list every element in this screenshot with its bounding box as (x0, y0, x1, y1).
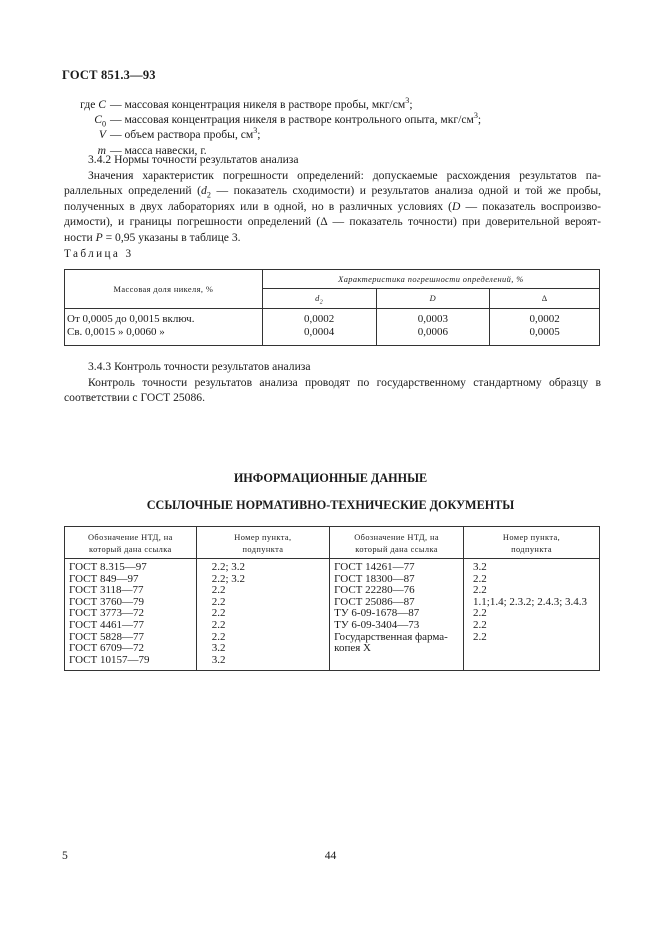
table-3-caption: Таблица 3 (64, 248, 134, 260)
list-item: 2.2 (211, 630, 226, 643)
column-header-ntd: Обозначение НТД, на который дана ссылка (330, 527, 464, 559)
list-item: 3.2 (473, 561, 487, 573)
list-item: ГОСТ 25086—87 (334, 595, 415, 608)
right-items-cell (464, 559, 600, 671)
column-header-item: Номер пункта, подпункта (196, 527, 329, 559)
definition-sup: 3 (405, 96, 410, 106)
list-item: ТУ 6-09-1678—87 (334, 607, 420, 620)
list-item: ГОСТ 5828—77 (69, 630, 144, 643)
list-item: ГОСТ 849—97 (69, 572, 139, 585)
accuracy-paragraph: Значения характеристик погрешности определений: допускаемые расхождения результатов па- раллельных определений ($d_2$ — показатель сходимости) и результатов анализа одной и той же пробы, полученных в двух лабораториях или в одной, но в различных условиях (D — показатель воспроизво- димости), и границы погрешности определений (Δ — показатель точности) при доверительной вероят- ности P = 0,95 указаны в таблице 3. (64, 169, 602, 244)
list-item: ГОСТ 3773—72 (69, 607, 144, 620)
column-header-group: Характеристика погрешности определений, % (262, 270, 599, 289)
list-item: ГОСТ 8.315—97 (69, 561, 147, 573)
column-header-ntd: Обозначение НТД, на который дана ссылка (65, 527, 197, 559)
info-title: ИНФОРМАЦИОННЫЕ ДАННЫЕ (233, 471, 428, 485)
definition-symbol: C (98, 98, 106, 111)
list-item: копея X (334, 642, 371, 655)
definition-c: где C — массовая концентрация никеля в растворе пробы, мкг/$см^3$; (80, 96, 413, 111)
list-item: 2.2 (473, 607, 487, 620)
list-item: 2.2 (211, 595, 226, 608)
left-docs-cell (65, 559, 197, 671)
list-item: ГОСТ 14261—77 (334, 561, 415, 573)
left-items-cell (196, 559, 329, 671)
list-item: 2.2 (473, 630, 487, 643)
definition-sup: 3 (253, 126, 258, 136)
refs-title: ССЫЛОЧНЫЕ НОРМАТИВНО-ТЕХНИЧЕСКИЕ ДОКУМЕНТЫ (146, 498, 515, 512)
list-item: 2.2 (473, 618, 487, 631)
definition-lead-word: где (80, 98, 99, 111)
list-item: ГОСТ 3760—79 (69, 595, 144, 608)
table-3 (64, 269, 600, 346)
list-item: ГОСТ 6709—72 (69, 642, 144, 655)
list-item: 2.2 (211, 584, 226, 597)
column-header-mass: Массовая доля никеля, % (65, 270, 263, 309)
list-item: 1.1;1.4; 2.3.2; 2.4.3; 3.4.3 (473, 595, 588, 608)
list-item: 2.2 (473, 584, 487, 597)
formula-definitions (64, 97, 604, 158)
definition-sub: 0 (101, 119, 106, 129)
control-paragraph: Контроль точности результатов анализа проводят по государственному стандартному образцу в соответствии с ГОСТ 25086. (64, 376, 601, 405)
list-item: ГОСТ 22280—76 (334, 584, 415, 597)
definition-symbol: m (97, 143, 106, 157)
definition-text: — объем раствора пробы, см (110, 128, 254, 142)
list-item: 2.2 (211, 618, 226, 631)
list-item: 3.2 (211, 653, 226, 666)
column-header-D: D (376, 289, 490, 309)
list-item: ГОСТ 4461—77 (69, 618, 144, 631)
table-row: От 0,0005 до 0,0015 включ. Св. 0,0015 » 0,0060 » 0,0002 0,0004 0,0003 0,0006 0,0002 0,0005 (65, 309, 600, 346)
list-item: Государственная фарма- (334, 630, 448, 643)
list-item: ТУ 6-09-3404—73 (334, 618, 420, 631)
definition-text: — массовая концентрация никеля в растворе пробы, мкг/см (110, 98, 406, 111)
section-heading-342: 3.4.2 Нормы точности результатов анализа (88, 153, 299, 166)
table-row (65, 559, 600, 671)
page-number-left: 5 (62, 849, 68, 862)
references-table (64, 526, 600, 671)
definition-symbol: C (94, 113, 102, 127)
document-code: ГОСТ 851.3—93 (62, 68, 156, 82)
list-item: 2.2; 3.2 (211, 561, 245, 573)
definition-sup: 3 (473, 111, 478, 121)
right-docs-cell (330, 559, 464, 671)
list-item: ГОСТ 10157—79 (69, 653, 150, 666)
definition-v: V — объем раствора пробы, $см^3$; (98, 126, 261, 142)
section-heading-343: 3.4.3 Контроль точности результатов анализа (88, 360, 311, 373)
list-item: ГОСТ 18300—87 (334, 572, 415, 585)
list-item: 2.2; 3.2 (211, 572, 245, 585)
definition-text: — массовая концентрация никеля в растворе контрольного опыта, мкг/см (110, 113, 474, 127)
definition-text: — масса навески, г. (110, 143, 207, 157)
definition-symbol: V (98, 128, 106, 142)
column-header-delta: Δ (490, 289, 600, 309)
definition-c0: $C_0$ — массовая концентрация никеля в растворе контрольного опыта, мкг/$см^3$; (94, 111, 482, 129)
list-item: 2.2 (473, 572, 487, 585)
list-item: ГОСТ 3118—77 (69, 584, 144, 597)
list-item: 2.2 (211, 607, 226, 620)
list-item: 3.2 (211, 642, 226, 655)
column-header-item: Номер пункта, подпункта (464, 527, 600, 559)
page-number-center: 44 (324, 849, 337, 862)
column-header-d2: $d_2$ (262, 289, 376, 309)
